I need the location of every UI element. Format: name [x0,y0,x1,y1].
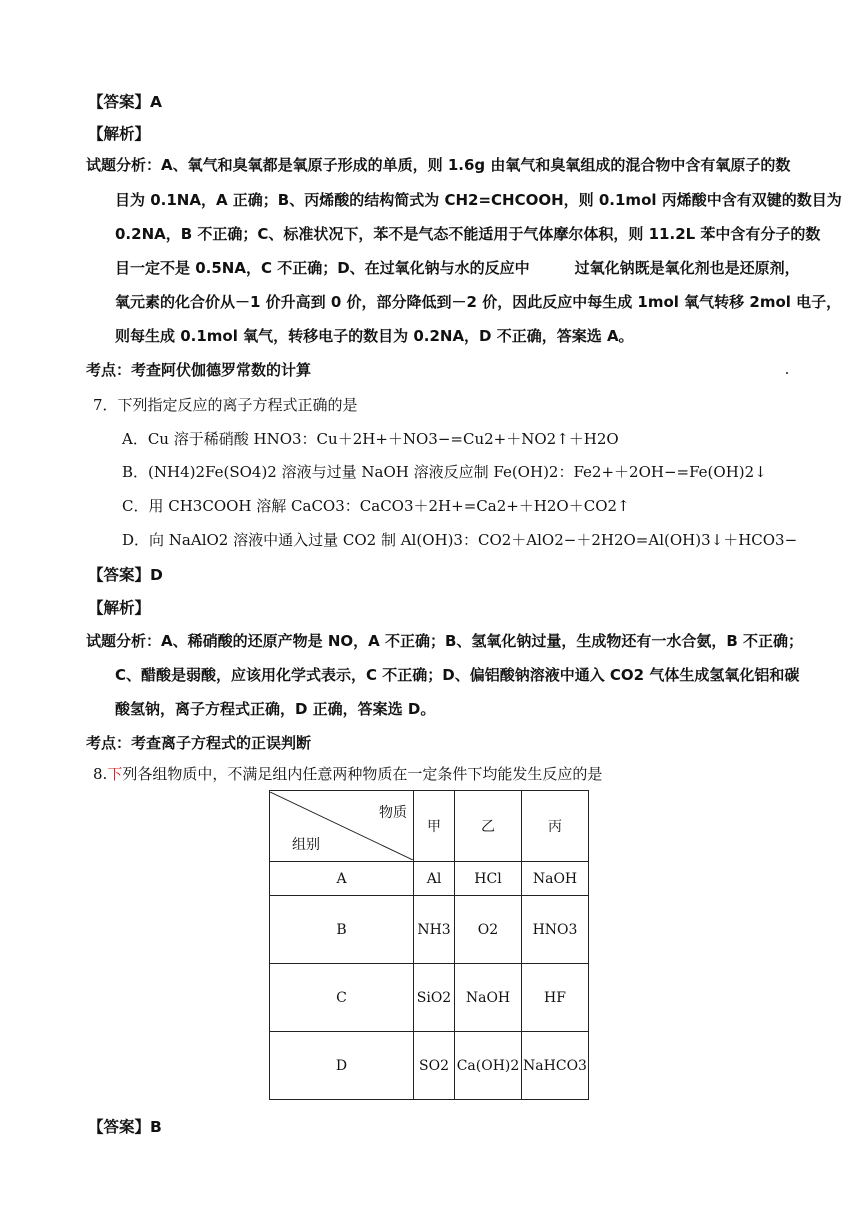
col-header-jia: 甲 [414,791,455,862]
q7-analysis-line-1: 试题分析：A、稀硝酸的还原产物是 NO，A 不正确；B、氢氧化钠过量，生成物还有一水合氨，B 不正确； [86,632,804,650]
answer-label: 【答案】 [88,93,151,111]
table-header-row [270,791,589,862]
q6-analysis-label: 【解析】 [88,125,151,143]
q8-stem [93,763,602,784]
q8-stem-red: 下 [107,765,123,783]
cell-yi: NaOH [455,964,522,1032]
cell-bing: HNO3 [522,896,589,964]
cell-yi: Ca(OH)2 [455,1032,522,1100]
cell-bing: NaOH [522,862,589,896]
cell-jia: NH3 [414,896,455,964]
table-diagonal-header [270,791,414,862]
q7-stem: 7．下列指定反应的离子方程式正确的是 [93,396,358,414]
q6-kaodian: 考点：考查阿伏伽德罗常数的计算 [86,361,312,379]
row-group: C [270,964,414,1032]
q7-option-d: D．向 NaAlO2 溶液中通入过量 CO2 制 Al(OH)3：CO2＋AlO2−＋2H2O=Al(OH)3↓＋HCO3− [122,531,798,549]
q6-answer [88,90,162,112]
col-header-yi: 乙 [455,791,522,862]
q6-analysis-line-5: 氧元素的化合价从－1 价升高到 0 价，部分降低到－2 价，因此反应中每生成 1mol 氧气转移 2mol 电子， [115,293,842,311]
row-group: A [270,862,414,896]
stray-dot [786,372,788,374]
answer-value: B [150,1118,162,1136]
row-group: D [270,1032,414,1100]
cell-yi: HCl [455,862,522,896]
q8-table [269,790,589,1100]
q6-analysis-line-4: 目一定不是 0.5NA，C 不正确；D、在过氧化钠与水的反应中 过氧化钠既是氧化剂也是还原剂， [115,259,800,277]
q7-option-b: B．(NH4)2Fe(SO4)2 溶液与过量 NaOH 溶液反应制 Fe(OH)2：Fe2+＋2OH−=Fe(OH)2↓ [122,463,767,481]
q8-stem-rest: 列各组物质中，不满足组内任意两种物质在一定条件下均能发生反应的是 [122,765,603,783]
header-bottom-label: 组别 [292,837,320,853]
table-row [270,862,589,896]
table-row [270,896,589,964]
cell-bing: NaHCO3 [522,1032,589,1100]
cell-bing: HF [522,964,589,1032]
q6-analysis-line-6: 则每生成 0.1mol 氧气，转移电子的数目为 0.2NA，D 不正确，答案选 A。 [115,327,634,345]
q6-analysis-line-3: 0.2NA，B 不正确；C、标准状况下，苯不是气态不能适用于气体摩尔体积，则 11.2L 苯中含有分子的数 [115,225,821,243]
q7-kaodian: 考点：考查离子方程式的正误判断 [86,734,312,752]
col-header-bing: 丙 [522,791,589,862]
q6-analysis-line-1: 试题分析：A、氧气和臭氧都是氧原子形成的单质，则 1.6g 由氧气和臭氧组成的混合物中含有氧原子的数 [86,156,791,174]
cell-yi: O2 [455,896,522,964]
header-top-label: 物质 [379,805,407,821]
q8-number: 8. [93,765,108,783]
answer-value: D [150,566,163,584]
q7-analysis-label: 【解析】 [88,599,151,617]
q7-analysis-line-3: 酸氢钠，离子方程式正确，D 正确，答案选 D。 [115,700,436,718]
table-row [270,964,589,1032]
cell-jia: SO2 [414,1032,455,1100]
row-group: B [270,896,414,964]
q7-analysis-line-2: C、醋酸是弱酸，应该用化学式表示，C 不正确；D、偏铝酸钠溶液中通入 CO2 气体生成氢氧化铝和碳 [115,666,800,684]
q6-analysis-line-2: 目为 0.1NA，A 正确；B、丙烯酸的结构简式为 CH2=CHCOOH，则 0.1mol 丙烯酸中含有双键的数目为 [115,191,842,209]
cell-jia: SiO2 [414,964,455,1032]
answer-label: 【答案】 [88,566,151,584]
answer-label: 【答案】 [88,1118,151,1136]
q7-option-a: A．Cu 溶于稀硝酸 HNO3：Cu＋2H+＋NO3−=Cu2+＋NO2↑＋H2O [122,430,619,448]
table-row [270,1032,589,1100]
cell-jia: Al [414,862,455,896]
answer-value: A [150,93,163,111]
q8-answer [88,1115,162,1137]
q7-option-c: C．用 CH3COOH 溶解 CaCO3：CaCO3＋2H+=Ca2+＋H2O＋CO2↑ [122,497,630,515]
q7-answer [88,563,163,585]
